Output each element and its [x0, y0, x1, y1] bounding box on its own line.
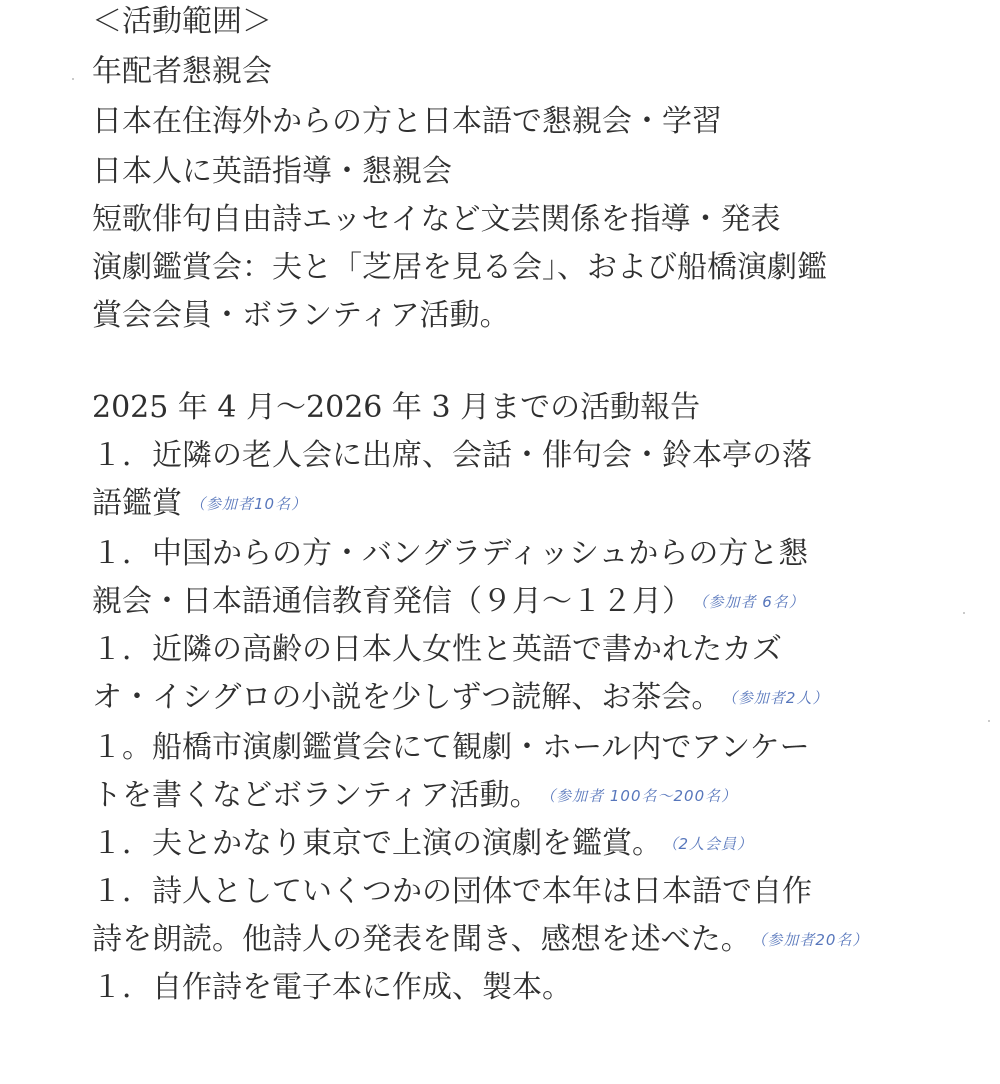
report-line-text: 親会・日本語通信教育発信（９月～１２月） [92, 584, 692, 619]
scope-line: 短歌俳句自由詩エッセイなど文芸関係を指導・発表 [92, 202, 781, 237]
handwritten-note: （2人会員） [670, 835, 754, 853]
report-line-text: １．夫とかなり東京で上演の演劇を鑑賞。 [92, 826, 662, 861]
report-line [92, 824, 753, 864]
report-line [92, 920, 868, 960]
report-line-text: トを書くなどボランティア活動。 [92, 778, 540, 813]
section-heading: ＜活動範囲＞ [92, 4, 272, 39]
handwritten-note: （参加者2人） [729, 689, 829, 707]
report-line-text: １．近隣の高齢の日本人女性と英語で書かれたカズ [92, 632, 782, 667]
handwritten-note: （参加者 6名） [700, 593, 805, 611]
report-line [92, 534, 808, 574]
scope-line: 賞会会員・ボランティア活動。 [92, 298, 510, 333]
handwritten-note: （参加者 100名～200名） [547, 787, 738, 805]
scan-speck [72, 78, 74, 80]
report-line-text: １．詩人としていくつかの団体で本年は日本語で自作 [92, 874, 812, 909]
report-line [92, 728, 810, 768]
report-title: 2025 年 4 月～2026 年 3 月までの活動報告 [92, 390, 701, 425]
report-line [92, 776, 737, 816]
scope-line: 日本在住海外からの方と日本語で懇親会・学習 [92, 104, 722, 139]
scope-line: 年配者懇親会 [92, 54, 272, 89]
report-line-text: １．自作詩を電子本に作成、製本。 [92, 970, 572, 1005]
report-line [92, 630, 782, 670]
report-line [92, 872, 812, 912]
report-line-text: 詩を朗読。他詩人の発表を聞き、感想を述べた。 [92, 922, 751, 957]
report-line-text: １。船橋市演劇鑑賞会にて観劇・ホール内でアンケー [92, 730, 810, 765]
report-line [92, 678, 828, 718]
scope-line: 日本人に英語指導・懇親会 [92, 154, 452, 189]
scan-speck [988, 720, 990, 722]
report-line-text: オ・イシグロの小説を少しずつ読解、お茶会。 [92, 680, 722, 715]
report-line-text: １．中国からの方・バングラディッシュからの方と懇 [92, 536, 809, 571]
report-line-text: 語鑑賞 [92, 486, 182, 521]
report-line [92, 484, 307, 524]
report-line-text: １．近隣の老人会に出席、会話・俳句会・鈴本亭の落 [92, 438, 812, 473]
handwritten-note: （参加者20名） [758, 931, 869, 949]
handwritten-note: （参加者10名） [190, 495, 308, 513]
report-line [92, 968, 572, 1008]
report-line [92, 436, 812, 476]
report-line [92, 582, 805, 622]
scope-line: 演劇鑑賞会：夫と「芝居を見る会」、および船橋演劇鑑 [92, 250, 827, 285]
scan-speck [963, 612, 965, 614]
